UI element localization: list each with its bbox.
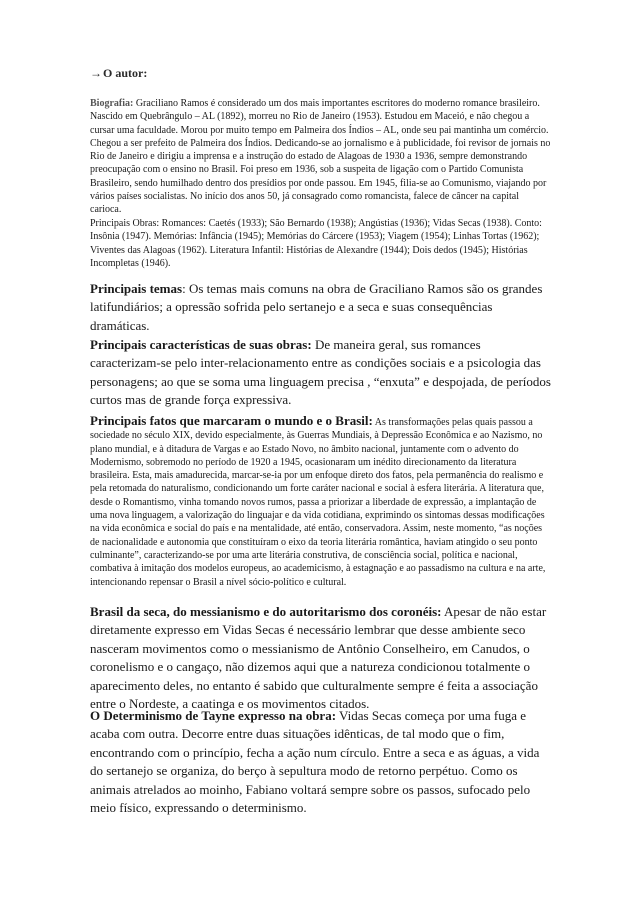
author-heading xyxy=(90,66,552,81)
characteristics-label: Principais características de suas obras: xyxy=(90,337,312,352)
determinism-label: O Determinismo de Tayne expresso na obra: xyxy=(90,708,337,723)
characteristics-text: De maneira geral, sus romances caracterizam-se pelo inter-relacionamento entre as condições sociais e a psicologia das personagens; ao que se soma uma linguagem precisa , “enxuta” e despojada, de períodos curtos mas de grande força expressiva. xyxy=(90,337,551,408)
characteristics-paragraph xyxy=(90,336,552,410)
works-paragraph xyxy=(90,217,552,270)
facts-text: As transformações pelas quais passou a sociedade no século XIX, devido especialmente, às Guerras Mundiais, à Depressão Econômica e ao Nazismo, no plano mundial, e à ditadura de Vargas e ao Estado Novo, no âmbito nacional, juntamente com o advento do Modernismo, sobremodo no período de 1920 a 1945, ocasionaram um inédito direcionamento da literatura brasileira. Esta, mais amadurecida, marcar-se-ia por um enfoque direto dos fatos, pela permanência do realismo e pela retomada do naturalismo, condicionando um forte caráter nacional e social à esfera literária. A literatura que, desde o Romantismo, vinha tomando novos rumos, passa a priorizar a liberdade de expressão, a implantação de uma nova linguagem, a valorização do linguajar e da vida cotidiana, exprimindo os sintomas dessas modificações na vida econômica e social do país e na mentalidade, até então, conservadora. Assim, neste momento, “as noções de nacionalidade e autonomia que constituíram o eixo da teoria literária romântica, haviam atingido o seu ponto culminante”, caracterizando-se por uma arte literária construtiva, de consciência social, política e nacional, combativa à imitação dos modelos europeus, ao academicismo, à estagnação e ao passadismo na cultura e na arte, intencionando repensar o Brasil a nível sócio-político e cultural. xyxy=(90,417,546,588)
biography-text: Graciliano Ramos é considerado um dos mais importantes escritores do moderno romance brasileiro. Nascido em Quebrângulo – AL (1892), morreu no Rio de Janeiro (1953). Estudou em Maceió, e não chegou a cursar uma faculdade. Morou por muito tempo em Palmeira dos Índios – AL, onde seu pai mantinha um comércio. Chegou a ser prefeito de Palmeira dos Índios. Dedicando-se ao jornalismo e à publicidade, foi revisor de jornais no Rio de Janeiro e dirigiu a imprensa e a instrução do estado de Alagoas de 1930 a 1936, sempre demonstrando preocupação com o ensino no Brasil. Foi preso em 1936, sob a suspeita de ligação com o Partido Comunista Brasileiro, sendo humilhado dentro dos presídios por onde passou. Em 1945, filia-se ao Comunismo, viajando por vários países socialistas. No início dos anos 50, já consagrado como romancista, falece de câncer na capital carioca. xyxy=(90,98,551,216)
drought-paragraph xyxy=(90,603,552,713)
works-text: Principais Obras: Romances: Caetés (1933); São Bernardo (1938); Angústias (1936); Vidas Secas (1938). Conto: Insônia (1947). Memórias: Infância (1945); Memórias do Cárcere (1953); Viagem (1954); Linhas Tortas (1962); Viventes das Alagoas (1962). Literatura Infantil: Histórias de Alexandre (1944); Dois dedos (1945); Histórias Incompletas (1946). xyxy=(90,218,542,269)
drought-label: Brasil da seca, do messianismo e do autoritarismo dos coronéis: xyxy=(90,604,442,619)
author-heading-label: O autor: xyxy=(103,66,148,80)
themes-paragraph xyxy=(90,280,552,335)
drought-text: Apesar de não estar diretamente expresso em Vidas Secas é necessário lembrar que desse ambiente seco nasceram movimentos como o messianismo de Antônio Conselheiro, em Canudos, o coronelismo e o cangaço, não dizemos aqui que a natureza condicionou totalmente o aparecimento deles, no entanto é sabido que culturalmente sempre é feita a associação entre o Nordeste, a caatinga e os movimentos citados. xyxy=(90,604,547,712)
determinism-text: Vidas Secas começa por uma fuga e acaba com outra. Decorre entre duas situações idênticas, de tal modo que o fim, encontrando com o princípio, fecha a ação num círculo. Entre a seca e as águas, a vida do sertanejo se organiza, do berço à sepultura modo de retorno perpétuo. Como os animais atrelados ao moinho, Fabiano voltará sempre sobre os passos, sufocado pelo meio físico, expressando o determinismo. xyxy=(90,708,540,816)
themes-text: : Os temas mais comuns na obra de Graciliano Ramos são os grandes latifundiários; a opressão sofrida pelo sertanejo e a seca e suas consequências dramáticas. xyxy=(90,281,543,333)
determinism-paragraph xyxy=(90,707,552,817)
arrow-right-icon: → xyxy=(90,66,102,80)
biography-paragraph xyxy=(90,97,552,217)
themes-label: Principais temas xyxy=(90,281,183,296)
facts-paragraph xyxy=(90,414,552,589)
biography-label: Biografia: xyxy=(90,98,134,109)
facts-label: Principais fatos que marcaram o mundo e o Brasil: xyxy=(90,413,373,428)
